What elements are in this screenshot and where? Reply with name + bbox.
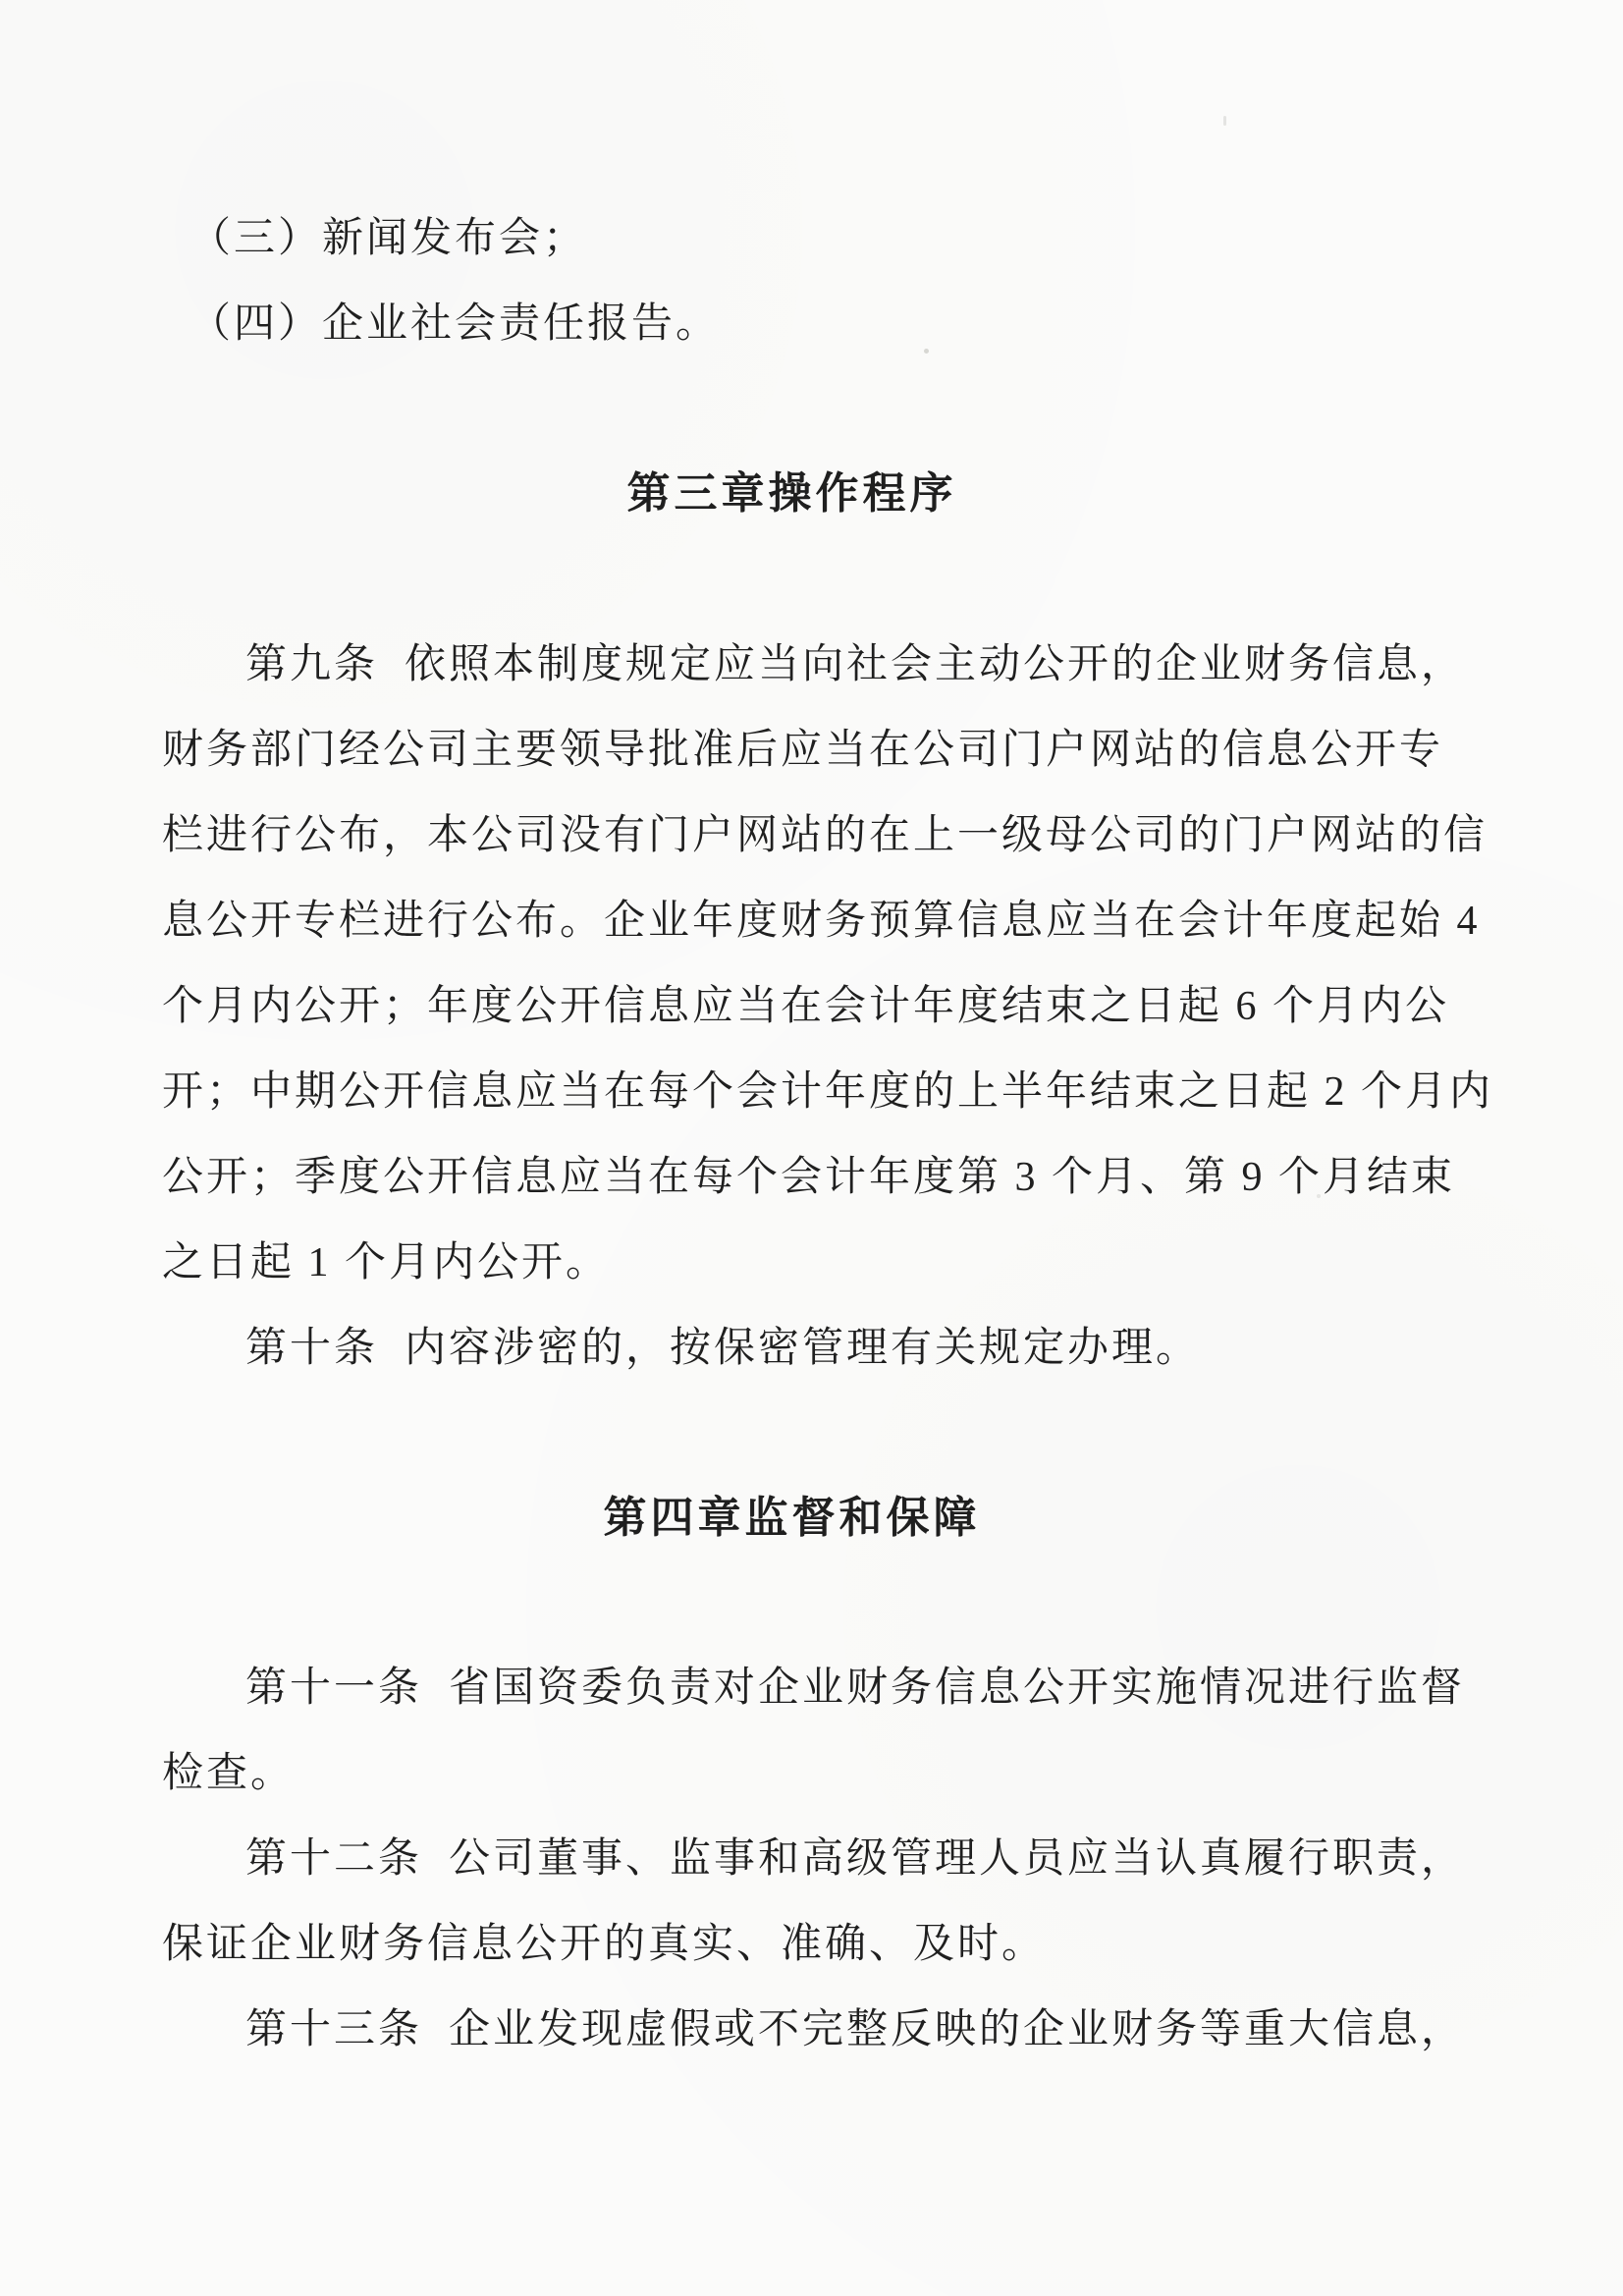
chapter-3-heading: 第三章操作程序 bbox=[626, 469, 957, 518]
scan-speck bbox=[1223, 116, 1226, 126]
list-item-3: （三）新闻发布会； bbox=[189, 216, 588, 261]
article-9-line: 第九条 依照本制度规定应当向社会主动公开的企业财务信息， bbox=[245, 642, 1466, 687]
article-9-line: 财务部门经公司主要领导批准后应当在公司门户网站的信息公开专 bbox=[162, 728, 1444, 773]
article-9-line: 公开；季度公开信息应当在每个会计年度第 3 个月、第 9 个月结束 bbox=[162, 1155, 1456, 1200]
scan-speck bbox=[1317, 1194, 1321, 1198]
list-item-4: （四）企业社会责任报告。 bbox=[189, 301, 721, 347]
chapter-4-heading: 第四章监督和保障 bbox=[603, 1494, 981, 1542]
article-9-line: 息公开专栏进行公布。企业年度财务预算信息应当在会计年度起始 4 bbox=[162, 899, 1481, 944]
article-10-line: 第十条 内容涉密的，按保密管理有关规定办理。 bbox=[245, 1326, 1201, 1371]
article-12-line: 保证企业财务信息公开的真实、准确、及时。 bbox=[162, 1922, 1047, 1967]
article-9-line: 栏进行公布，本公司没有门户网站的在上一级母公司的门户网站的信 bbox=[162, 813, 1488, 858]
scan-speck bbox=[924, 349, 929, 354]
article-9-line: 个月内公开；年度公开信息应当在会计年度结束之日起 6 个月内公 bbox=[162, 984, 1450, 1029]
article-11-line: 检查。 bbox=[162, 1751, 296, 1796]
article-13-line: 第十三条 企业发现虚假或不完整反映的企业财务等重大信息， bbox=[245, 2007, 1466, 2052]
article-9-line: 开；中期公开信息应当在每个会计年度的上半年结束之日起 2 个月内 bbox=[162, 1069, 1494, 1115]
article-12-line: 第十二条 公司董事、监事和高级管理人员应当认真履行职责， bbox=[245, 1836, 1466, 1882]
article-9-line: 之日起 1 个月内公开。 bbox=[162, 1240, 611, 1285]
article-11-line: 第十一条 省国资委负责对企业财务信息公开实施情况进行监督 bbox=[245, 1666, 1466, 1711]
